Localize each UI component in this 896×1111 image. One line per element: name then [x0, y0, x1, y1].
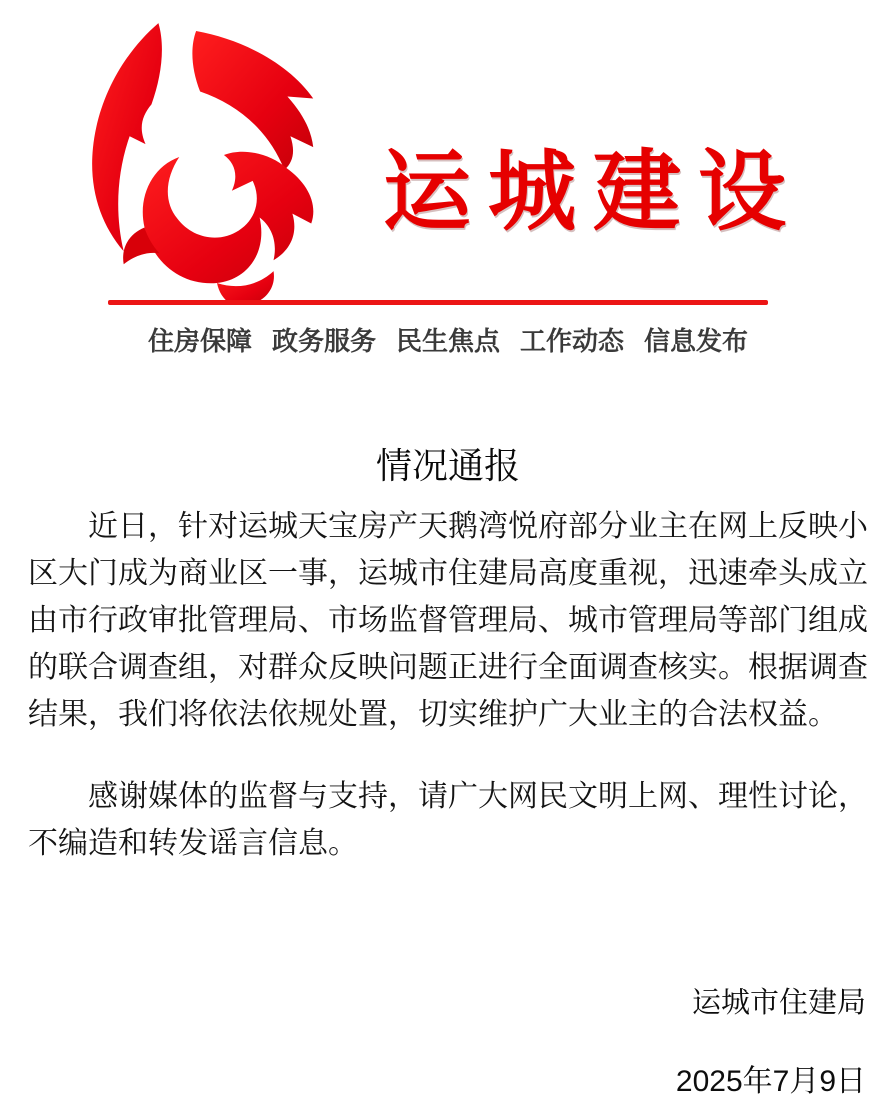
- article-paragraph-2: 感谢媒体的监督与支持，请广大网民文明上网、理性讨论，不编造和转发谣言信息。: [28, 780, 868, 860]
- phoenix-ribbon-logo-icon: [84, 18, 342, 303]
- red-divider: [108, 300, 768, 305]
- category-nav: [0, 326, 896, 356]
- nav-item-government-services[interactable]: 政务服务: [271, 326, 376, 356]
- nav-item-info-release[interactable]: 信息发布: [644, 326, 749, 356]
- nav-item-livelihood-focus[interactable]: 民生焦点: [395, 326, 500, 356]
- issuing-authority: 运城市住建局: [691, 987, 866, 1019]
- article-title: 情况通报: [375, 445, 520, 487]
- brand-name: 运城建设: [383, 142, 804, 241]
- nav-item-housing-security[interactable]: 住房保障: [147, 326, 252, 356]
- publish-date: 2025年7月9日: [675, 1065, 866, 1098]
- article-paragraph-1: 近日，针对运城天宝房产天鹅湾悦府部分业主在网上反映小区大门成为商业区一事，运城市住建局高度重视，迅速牵头成立由市行政审批管理局、市场监督管理局、城市管理局等部门组成的联合调查组，对群众反映问题正进行全面调查核实。根据调查结果，我们将依法依规处置，切实维护广大业主的合法权益。: [28, 510, 868, 731]
- nav-item-work-updates[interactable]: 工作动态: [520, 326, 625, 356]
